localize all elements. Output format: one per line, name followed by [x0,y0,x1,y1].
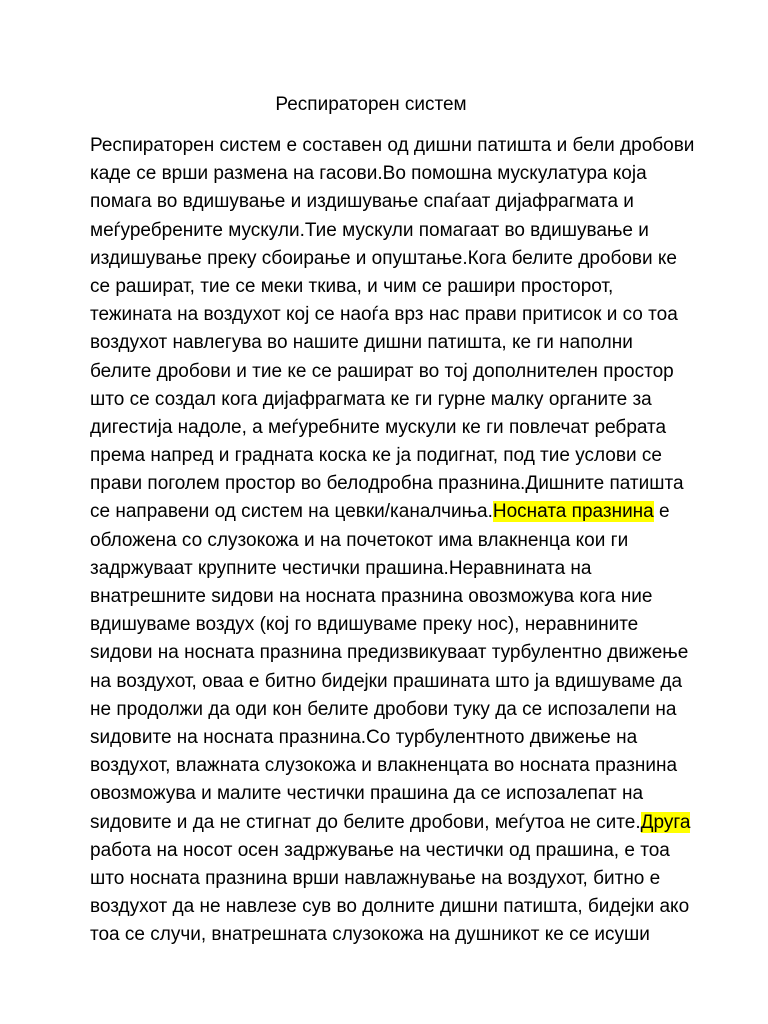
paragraph-line: издишување преку сбоирање и опуштање.Кога белите дробови ке [90,247,677,269]
paragraph-line: тоа се случи, внатрешната слузокожа на душникот ке се исуши [90,924,650,946]
paragraph-line: што носната празнина врши навлажнување на воздухот, битно е [90,867,661,889]
line-text: се направени од систем на цевки/каналчиња. [90,501,493,523]
paragraph-line: дигестија надоле, а меѓуребните мускули ке ги повлечат ребрата [90,416,667,438]
paragraph-line: вдишуваме воздух (кој го вдишуваме преку нос), неравнините [90,614,639,636]
paragraph-line: се рашират, тие се меки ткива, и чим се рашири просторот, [90,275,614,297]
paragraph-line: помага во вдишување и издишување спаѓаат дијафрагмата и [90,191,634,213]
paragraph-line: задржуваат крупните честички прашина.Неравнината на [90,557,592,579]
paragraph-line: воздухот да не навлезе сув во долните дишни патишта, бидејки ако [90,896,690,918]
paragraph-line: прави поголем простор во белодробна празнина.Дишните патишта [90,473,684,495]
document-title: Респираторен систем [275,94,467,115]
paragraph-line: ѕидовите на носната празнина.Со турбулентното движење на [90,726,638,748]
line-text: ѕидовите и да не стигнат до белите дробови, меѓутоа не сите. [90,811,641,833]
paragraph-line: белите дробови и тие ке се рашират во тој дополнителен простор [90,360,674,382]
paragraph-line: внатрешните ѕидови на носната празнина овозможува кога ние [90,586,653,607]
paragraph-line: меѓуребрените мускули.Тие мускули помагаат во вдишување и [90,219,649,241]
paragraph-line: овозможува и малите честички прашина да се испозалепат на [90,783,644,805]
paragraph-line: што се создал кога дијафрагмата ке ги гурне малку органите за [90,388,652,410]
paragraph-line: тежината на воздухот кој се наоѓа врз нас прави притисок и со тоа [90,304,678,326]
paragraph-line: воздухот, влажната слузокожа и влакненцата во носната празнина [90,755,678,777]
paragraph-line: обложена со слузокожа и на почетокот има влакненца кои ги [90,529,629,551]
paragraph-line: каде се врши размена на гасови.Во помошна мускулатура која [90,163,647,185]
paragraph-line: Респираторен систем е составен од дишни патишта и бели дробови [90,135,695,156]
line-text: е [653,501,670,523]
paragraph-line: не продолжи да оди кон белите дробови туку да се испозалепи на [90,698,677,720]
paragraph-line [90,809,710,837]
highlighted-text: Носната празнина [492,501,654,523]
document-body [90,132,710,949]
paragraph-line: воздухот навлегува во нашите дишни патишта, ке ги наполни [90,332,633,354]
paragraph-line: на воздухот, оваа е битно бидејки прашината што ја вдишуваме да [90,670,683,692]
paragraph-line: ѕидови на носната празнина предизвикуваат турбулентно движење [90,642,689,664]
paragraph-line [90,498,710,526]
paragraph-line: према напред и градната коска ке ја подигнат, под тие услови се [90,445,662,467]
highlighted-text: Друга [640,811,691,833]
paragraph-line: работа на носот осен задржување на честички од прашина, е тоа [90,839,670,861]
